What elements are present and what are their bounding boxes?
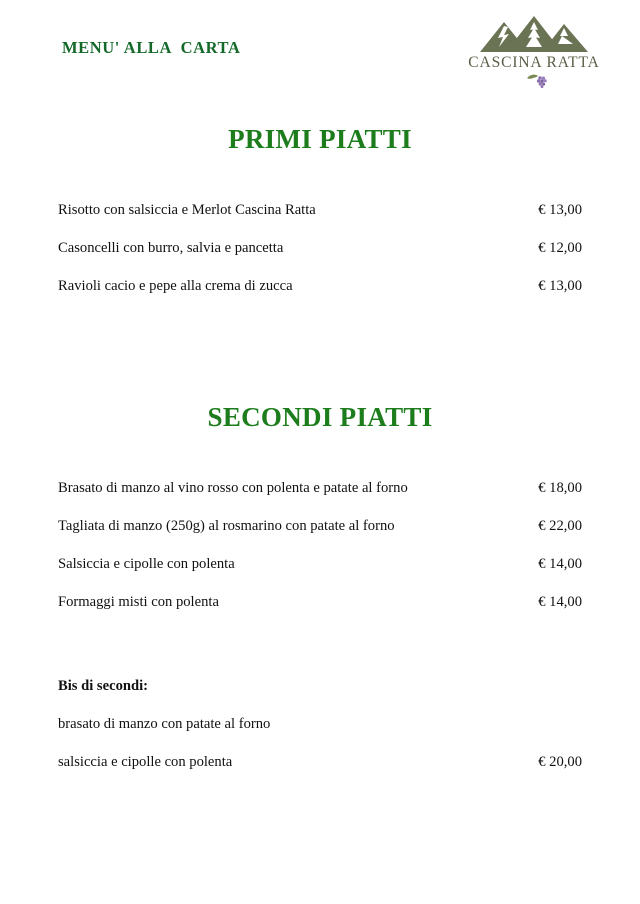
dish-name: Ravioli cacio e pepe alla crema di zucca	[58, 278, 293, 294]
menu-list-secondi	[58, 480, 582, 632]
menu-list-primi	[58, 202, 582, 316]
dish-price: € 14,00	[538, 556, 582, 572]
menu-item-row	[58, 556, 582, 594]
document-header	[0, 0, 640, 105]
menu-item-row	[58, 202, 582, 240]
dish-name: Casoncelli con burro, salvia e pancetta	[58, 240, 284, 256]
dish-name: Formaggi misti con polenta	[58, 594, 219, 610]
dish-price: € 13,00	[538, 202, 582, 218]
logo-wordmark: CASCINA RATTA	[468, 54, 600, 71]
dish-price: € 22,00	[538, 518, 582, 534]
section-heading-primi: PRIMI PIATTI	[228, 124, 412, 154]
menu-item-row	[58, 518, 582, 556]
menu-item-row	[58, 240, 582, 278]
section-heading-secondi: SECONDI PIATTI	[207, 402, 433, 432]
dish-name: Brasato di manzo al vino rosso con polenta e patate al forno	[58, 480, 408, 496]
menu-item-row	[58, 594, 582, 632]
grape-cluster-icon	[466, 72, 602, 90]
dish-price: € 20,00	[538, 754, 582, 770]
dish-price: € 18,00	[538, 480, 582, 496]
dish-name: Salsiccia e cipolle con polenta	[58, 556, 235, 572]
menu-list-bis	[58, 678, 582, 792]
page-title: MENU' ALLA CARTA	[62, 38, 241, 57]
dish-name: Risotto con salsiccia e Merlot Cascina Ratta	[58, 202, 316, 218]
mountain-icon	[478, 14, 590, 54]
menu-item-row	[58, 480, 582, 518]
dish-name: Tagliata di manzo (250g) al rosmarino con patate al forno	[58, 518, 395, 534]
dish-name: salsiccia e cipolle con polenta	[58, 754, 233, 770]
menu-item-row	[58, 754, 582, 792]
bis-label-row	[58, 678, 582, 716]
dish-name: brasato di manzo con patate al forno	[58, 716, 271, 732]
dish-price: € 14,00	[538, 594, 582, 610]
cascina-ratta-logo	[466, 14, 602, 96]
dish-price: € 13,00	[538, 278, 582, 294]
bis-label: Bis di secondi:	[58, 678, 149, 694]
menu-item-row	[58, 716, 582, 754]
menu-item-row	[58, 278, 582, 316]
dish-price: € 12,00	[538, 240, 582, 256]
